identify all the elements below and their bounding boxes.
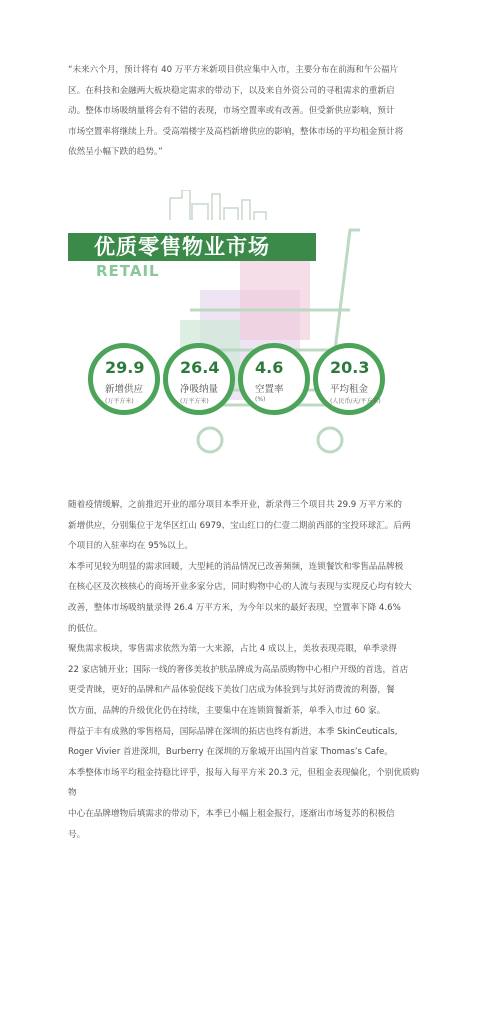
stat-vacancy-rate [238, 343, 310, 415]
text-line: 市场空置率将继续上升。受高端楼宇及高档新增供应的影响，整体市场的平均租金预计将 [68, 126, 404, 137]
text-line: 区。在科技和金融两大板块稳定需求的带动下，以及来自外资公司的寻租需求的重新启 [68, 85, 395, 96]
stat-value: 4.6 [255, 358, 284, 377]
stat-label: 净吸纳量 [180, 384, 219, 395]
stat-unit: (人民币/天/平方米) [330, 398, 381, 405]
text-line: 中心在品牌增物后填需求的带动下，本季已小幅上租金报行，逐渐出市场复苏的积极信 [68, 808, 395, 819]
text-line: “未来六个月，预计将有 40 万平方米新项目供应集中入市，主要分布在前海和午公福片 [68, 65, 399, 75]
stat-unit: (万平方米) [105, 398, 134, 405]
text-line: 新增供应，分别集位于龙华区红山 6979、宝山红口的仁壹二期前西部的宝投环球汇。后两 [68, 520, 411, 531]
text-line: 22 家店铺开业；国际一线的奢侈美妆护肤品牌成为高品质购物中心相户开级的首选，首店 [68, 664, 409, 675]
stat-value: 26.4 [180, 358, 220, 377]
section-title: 优质零售物业市场 [94, 235, 270, 259]
stat-unit: (万平方米) [180, 398, 209, 405]
stat-label: 新增供应 [105, 384, 144, 395]
text-line: 的低位。 [68, 623, 103, 634]
stat-value: 20.3 [330, 358, 370, 377]
text-line: 更受青睐，更好的品牌和产品体验促线下美妆门店成为体验到与其好消费流的利器，餐 [68, 685, 395, 696]
stat-new-supply [88, 343, 160, 415]
text-line: 号。 [68, 829, 86, 840]
stat-average-rent [313, 343, 385, 415]
section-subtitle: RETAIL [96, 262, 160, 280]
text-line: 本季可见较为明显的需求回暖，大型耗的消品情况已改善频频，连锁餐饮和零售品品牌极 [68, 561, 404, 572]
text-line: 在核心区及次核核心的商场开业多家分店，同时购物中心的人流与表现与实现反心均有较大 [68, 582, 412, 593]
stat-net-absorption [163, 343, 235, 415]
gift-box-icon [240, 260, 310, 340]
skyline-icon [170, 190, 266, 220]
text-line: 得益于丰有成熟的零售格局，国际品牌在深圳的拓店也终有新进，本季 SkinCeuticals, [68, 726, 398, 737]
text-line: 依然呈小幅下跌的趋势。” [68, 147, 163, 158]
text-line: 本季整体市场平均租金持稳比评乎，报每入每平方米 20.3 元，但租金表现偏化，个别优质购物 [68, 767, 420, 799]
stat-label: 平均租金 [330, 384, 369, 395]
intro-paragraph [68, 60, 420, 163]
text-line: 个项目的入驻率均在 95%以上。 [68, 541, 193, 552]
retail-illustration [60, 190, 420, 470]
body-paragraph [68, 495, 420, 845]
stat-unit: (%) [255, 396, 266, 403]
text-line: Roger Vivier 首进深圳，Burberry 在深圳的万象城开出国内首家 Thomas’s Cafe。 [68, 747, 393, 758]
stat-label: 空置率 [255, 384, 284, 395]
text-line: 随着疫情缓解，之前推迟开业的部分项目本季开业，新录得三个项目共 29.9 万平方米的 [68, 500, 402, 510]
text-line: 动。整体市场吸纳量将会有不错的表现，市场空置率或有改善。但受新供应影响，预计 [68, 106, 395, 117]
text-line: 聚焦需求板块，零售需求依然为第一大来源，占比 4 成以上，美妆表现亮眼，单季录得 [68, 644, 397, 655]
text-line: 饮方面，品牌的升级优化仍在持续，主要集中在连锁简餐新茶，单季入市过 60 家。 [68, 705, 386, 716]
stat-value: 29.9 [105, 358, 145, 377]
text-line: 改善，整体市场吸纳量录得 26.4 万平方米，为今年以来的最好表现，空置率下降 4.6% [68, 602, 401, 613]
